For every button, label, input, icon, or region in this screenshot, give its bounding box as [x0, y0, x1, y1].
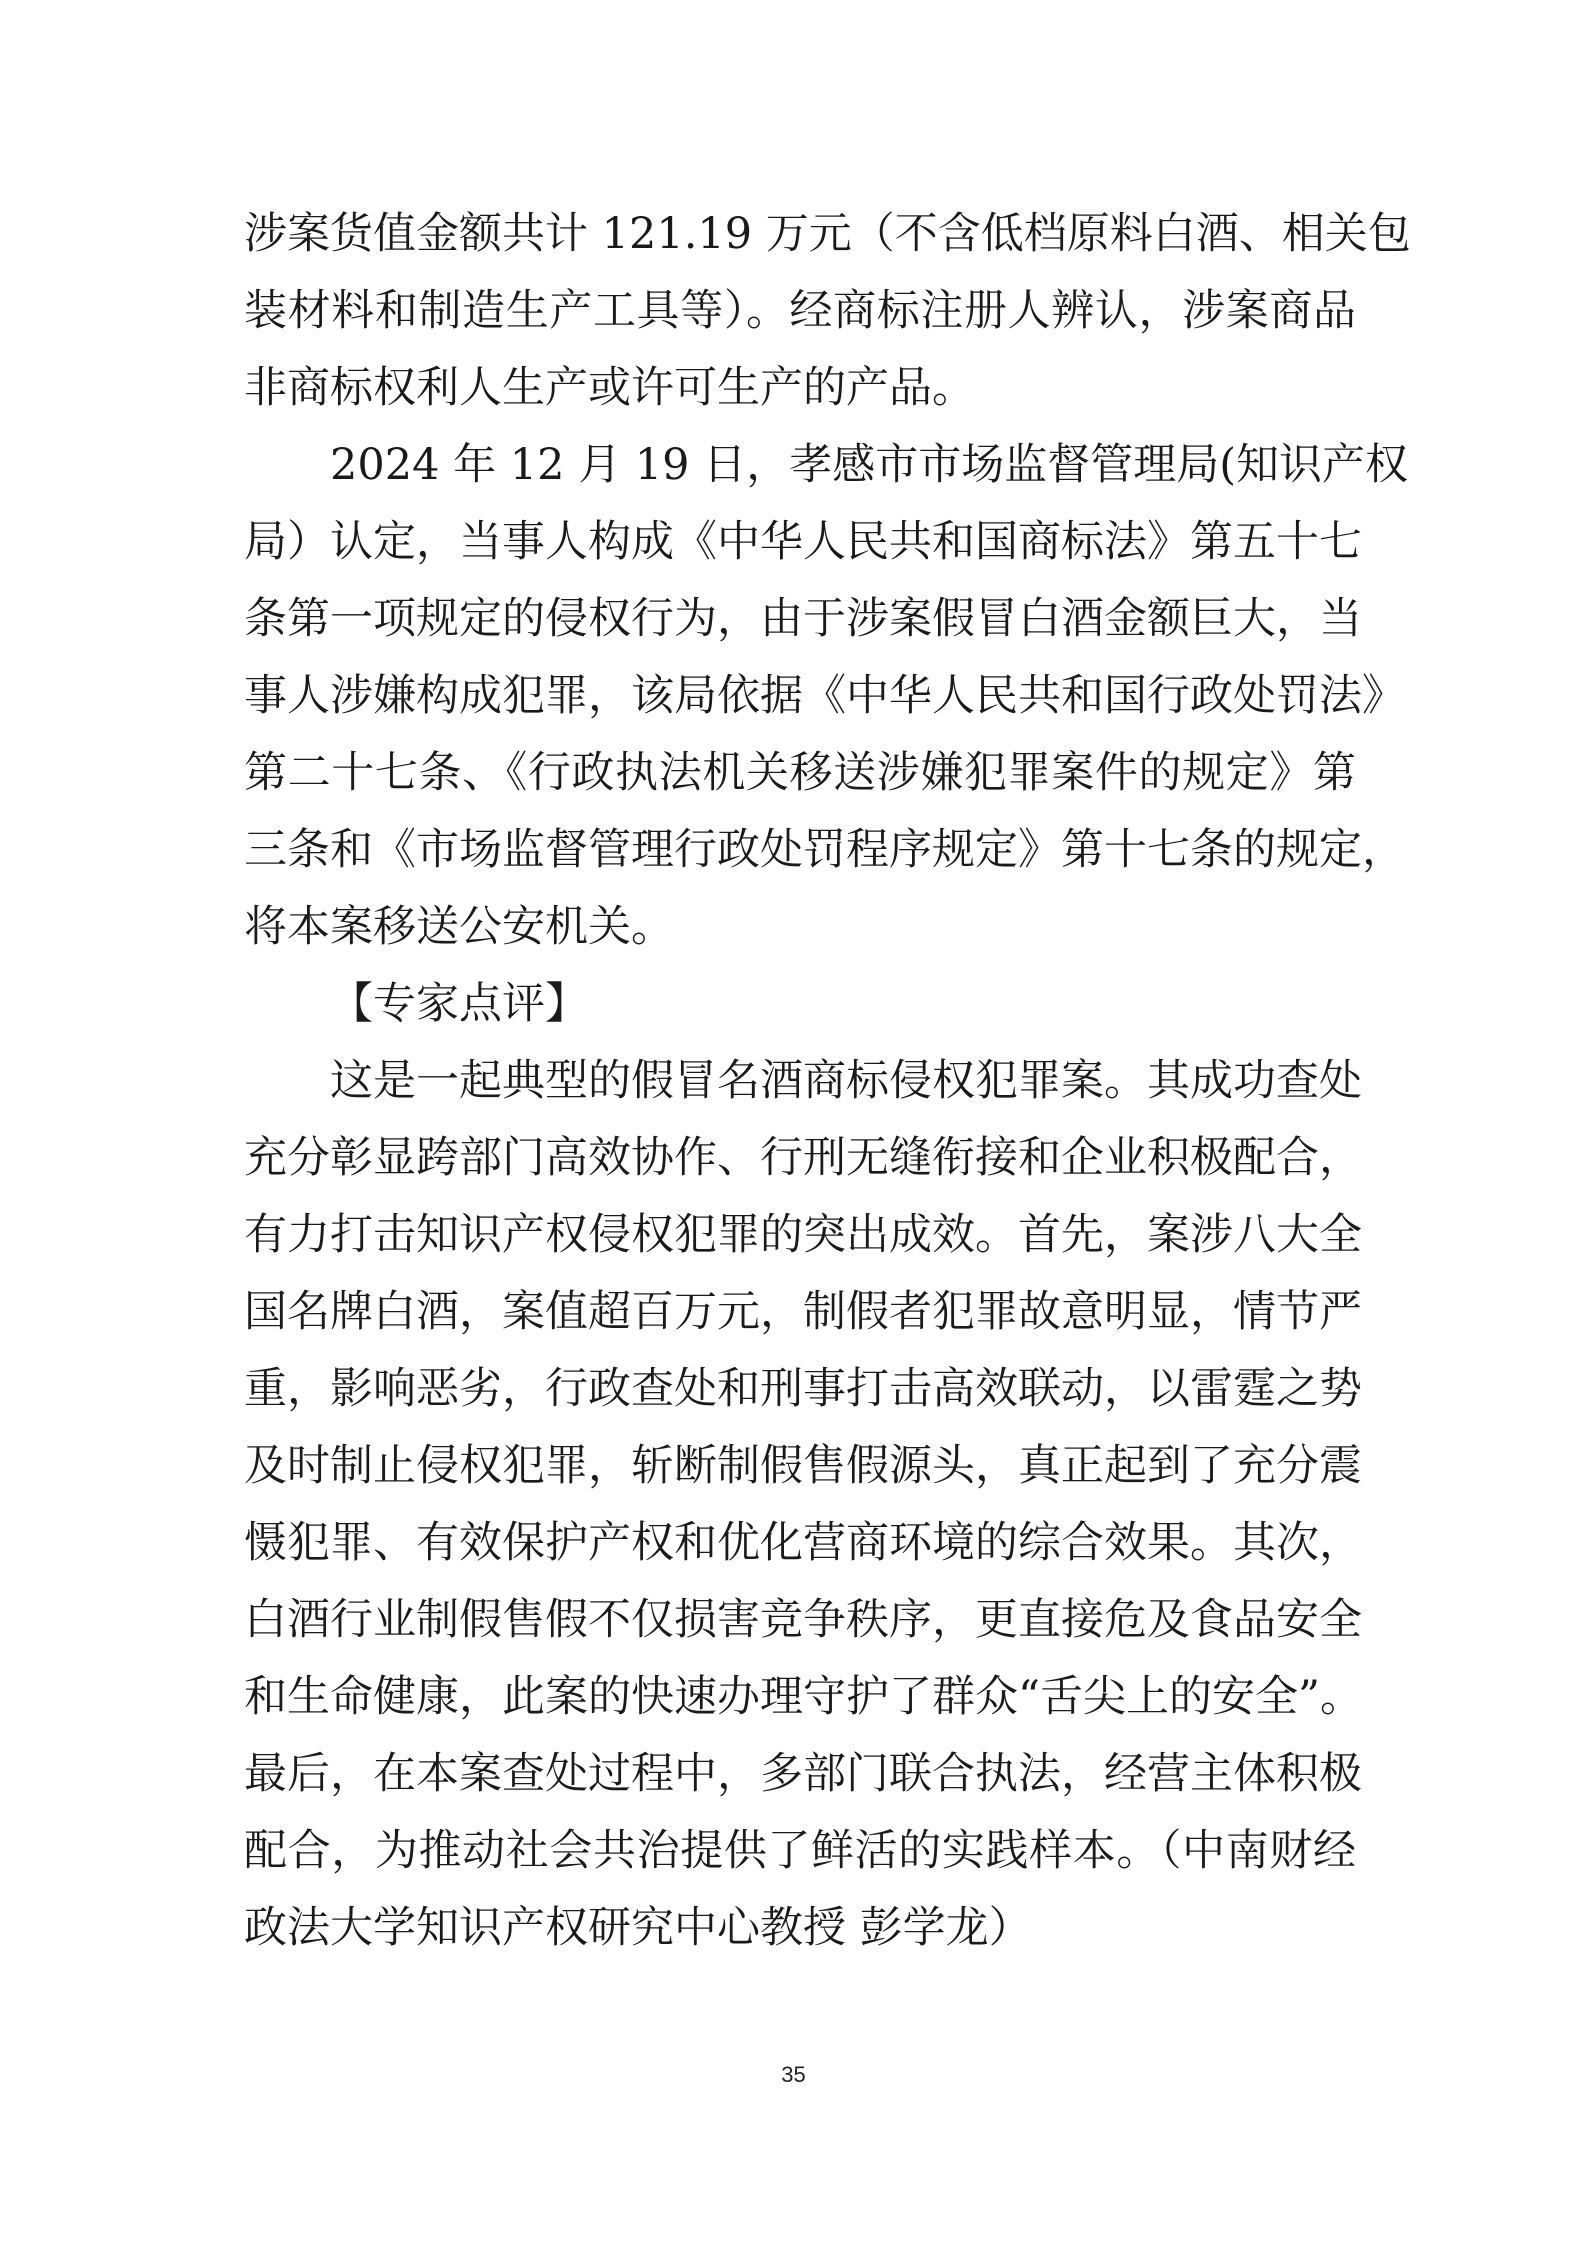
paragraph-2-line-5: 第二十七条、《行政执法机关移送涉嫌犯罪案件的规定》第	[244, 748, 1356, 798]
paragraph-3-line-2: 充分彰显跨部门高效协作、行刑无缝衔接和企业积极配合，	[244, 1133, 1362, 1183]
paragraph-3-line-10: 最后，在本案查处过程中，多部门联合执法，经营主体积极	[244, 1749, 1362, 1799]
paragraph-1-line-1: 涉案货值金额共计 121.19 万元（不含低档原料白酒、相关包	[244, 209, 1411, 259]
paragraph-3-line-11: 配合，为推动社会共治提供了鲜活的实践样本。（中南财经	[244, 1826, 1356, 1876]
paragraph-2-line-4: 事人涉嫌构成犯罪，该局依据《中华人民共和国行政处罚法》	[244, 671, 1405, 721]
paragraph-2-line-6: 三条和《市场监督管理行政处罚程序规定》第十七条的规定，	[244, 825, 1405, 875]
paragraph-3-line-3: 有力打击知识产权侵权犯罪的突出成效。首先，案涉八大全	[244, 1210, 1362, 1260]
paragraph-2-line-7: 将本案移送公安机关。	[244, 902, 674, 952]
paragraph-3-line-8: 白酒行业制假售假不仅损害竞争秩序，更直接危及食品安全	[244, 1595, 1362, 1645]
paragraph-3-line-12: 政法大学知识产权研究中心教授 彭学龙）	[244, 1903, 1032, 1953]
paragraph-3-line-7: 慑犯罪、有效保护产权和优化营商环境的综合效果。其次，	[244, 1518, 1362, 1568]
paragraph-1-line-2: 装材料和制造生产工具等）。经商标注册人辨认，涉案商品	[244, 286, 1356, 336]
paragraph-3-line-6: 及时制止侵权犯罪，斩断制假售假源头，真正起到了充分震	[244, 1441, 1362, 1491]
paragraph-3-line-4: 国名牌白酒，案值超百万元，制假者犯罪故意明显，情节严	[244, 1287, 1362, 1337]
paragraph-2-line-1: 2024 年 12 月 19 日，孝感市市场监督管理局(知识产权	[330, 440, 1408, 490]
paragraph-2-line-2: 局）认定，当事人构成《中华人民共和国商标法》第五十七	[244, 517, 1362, 567]
section-heading-expert-comment: 【专家点评】	[330, 979, 588, 1029]
paragraph-3-line-1: 这是一起典型的假冒名酒商标侵权犯罪案。其成功查处	[330, 1056, 1362, 1106]
paragraph-3-line-9: 和生命健康，此案的快速办理守护了群众“舌尖上的安全”。	[244, 1672, 1363, 1722]
page-number: 35	[781, 2062, 806, 2087]
paragraph-3-line-5: 重，影响恶劣，行政查处和刑事打击高效联动，以雷霆之势	[244, 1364, 1362, 1414]
paragraph-1-line-3: 非商标权利人生产或许可生产的产品。	[244, 363, 975, 413]
paragraph-2-line-3: 条第一项规定的侵权行为，由于涉案假冒白酒金额巨大，当	[244, 594, 1362, 644]
